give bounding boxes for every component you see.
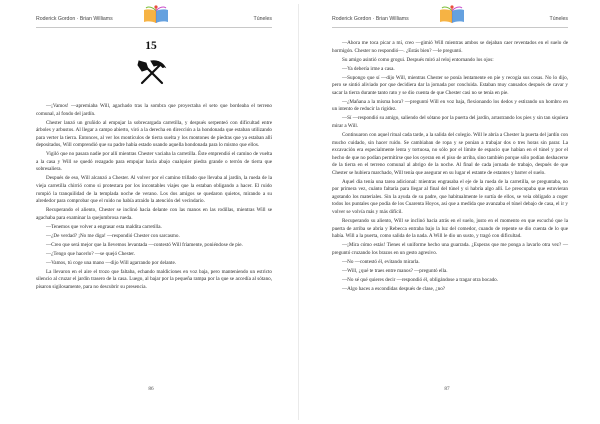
- left-page: [6, 0, 296, 424]
- paragraph: —Supongo que sí —dijo Will, mientras Chester se ponía lentamente en pie y recogía sus cosas. No lo dijo, pero se sintió aliviado por que decidiera dar la jornada por concluida. Estaban muy cansados después de cavar y sacar la tierra durante tanto rato y se dio cuenta de que Chester casi no se tenía en pie.: [332, 74, 568, 96]
- header-title: Túneles: [549, 16, 568, 22]
- book-gutter: [298, 4, 299, 420]
- paragraph: —Tenemos que volver a engrasar esta maldita carretilla.: [46, 223, 162, 230]
- chapter-number: 15: [145, 40, 157, 52]
- paragraph: Continuaron con aquel ritual cada tarde, a la salida del colegio. Will le abría a Chester la puerta del jardín con mucho cuidado, sin hacer ruido. Se cambiaban de ropa y se ponían a trabajar dos o tres horas sin parar. La excavación era especialmente lenta y tortuosa, no sólo por el límite de espacio que habían en el túnel y por el hecho de que no podían permitirse que los oyeran en el piso de arriba, sino también porque sólo podían deshacerse de la tierra en el terreno comunal al abrigo de la noche. Al final de cada jornada de trabajo, después de que Chester se hubiera marchado, Will tenía que asegurar en su lugar el estante de estantes y barrer el suelo.: [332, 132, 568, 176]
- paragraph: —Algo haces a escondidas después de clase, ¿no?: [342, 285, 446, 292]
- paragraph: —¿De verdad? ¡No me diga! —respondió Chester con sarcasmo.: [46, 232, 180, 239]
- paragraph: Chester lanzó un gruñido al empujar la sobrecargada carretilla, y después serpenteó con dificultad entre árboles y arbustos. Al llegar a campo abierto, viró a la derecha en dirección a la hondonada que estaban utilizando para verter la tierra. Entonces, al ver los montículos de tierra suelta y los montones de piedras que ya estaban allí depositados, Will comprendió que su padre había estado usando aquella hondonada para lo mismo que ellos.: [36, 119, 272, 149]
- paragraph: —Ya debería irme a casa.: [342, 65, 395, 72]
- paragraph: —¡Mira cómo estás! Tienes el uniforme hecho una guarrada. ¿Esperas que me ponga a lavarlo otra vez? —preguntó cruzando los brazos en un gesto agresivo.: [332, 242, 568, 256]
- page-number: 86: [148, 386, 154, 392]
- right-page-body: [332, 40, 568, 295]
- header-author: Roderick Gordon · Brian Williams: [36, 16, 113, 22]
- paragraph: Recuperando el aliento, Chester se inclinó hacia delante con las manos en las rodillas, mientras Will se agachaba para examinar la quejumbrosa rueda.: [36, 207, 272, 221]
- header-divider: [36, 27, 272, 28]
- paragraph: Recuperando su aliento, Will se inclinó hacia atrás en el suelo, justo en el momento en que escuchó que la puerta de arriba se abría y Rebecca entraba bajo la luz del comedor, cuando de repente se dio cuenta de lo que había. Will a la puerta, como salida de la nada. A Will le dio un susto, y tragó con dificultad.: [332, 218, 568, 240]
- paragraph: Vigiló que no pasara nadie por allí mientras Chester vaciaba la carretilla. Éste emprendió el camino de vuelta a la casa y Will se quedó rezagado para empujar hacia abajo cualquier piedra grande o terrón de tierra que sobresaliera.: [36, 151, 272, 173]
- paragraph: Su amigo asintió como grogui. Después miró al reloj entornando los ojos:: [342, 56, 494, 63]
- header-title: Túneles: [253, 16, 272, 22]
- paragraph: —¿Tengo que hacerlo? —se quejó Chester.: [46, 250, 135, 257]
- right-page: [302, 0, 592, 424]
- paragraph: —Sí —respondió su amigo, saliendo del sótano por la puerta del jardín, arrastrando los pies y sin tan siquiera mirar a Will.: [332, 115, 568, 129]
- header-author: Roderick Gordon · Brian Williams: [332, 16, 409, 22]
- page-header: [36, 14, 272, 26]
- paragraph: —No sé qué quieres decir —respondió él, obligándose a tragar otra bocado.: [342, 276, 499, 283]
- paragraph: —Creo que será mejor que la llevemos levantada —contestó Will fríamente, poniéndose de pie.: [46, 241, 243, 248]
- paragraph: Después de eso, Will alcanzó a Chester. Al volver por el camino trillado que llevaba al jardín, la rueda de la vieja carretilla chirrió como si protestara por los incontables viajes que la estaban obligando a hacer. El ruido rompió la tranquilidad de la templada noche de verano. Los dos amigos se quedaron quietos, mirando a su alrededor para comprobar que el ruido no había atraído la atención del vecindario.: [36, 175, 272, 205]
- paragraph: Aquel día tenía una tarea adicional: mientras engrasaba el eje de la rueda de la carretilla, se preguntaba, no por primera vez, cuánto faltaría para llegar al final del túnel y si habría algo allí. Le preocupaba que estuvieran agotando los materiales. Sin la ayuda de su padre, que habitualmente le surtía de ellos, se veía obligado a coger todos los puntales que podía de los Cuarenta Hoyos, así que a medida que avanzaba el túnel debajo de casa, el ir y volver se volvía más y más difícil.: [332, 178, 568, 215]
- page-header: [332, 14, 568, 26]
- paragraph: —Ahora me toca picar a mí, creo —gimió Will mientras ambos se dejaban caer reventados en el suelo de hormigón. Chester no respondió—. ¿Estás bien? —le preguntó.: [332, 40, 568, 54]
- page-number: 87: [444, 386, 450, 392]
- open-book-logo-icon: [142, 4, 170, 26]
- open-book-logo-icon: [438, 4, 466, 26]
- header-divider: [332, 27, 568, 28]
- crossed-pickaxe-shovel-icon: [136, 57, 168, 87]
- paragraph: —¡Vamos! —apremiaba Will, agachado tras la sombra que proyectaba el seto que bordeaba el terreno comunal, al fondo del jardín.: [36, 103, 272, 117]
- paragraph: —No —contestó él, evitando mirarla.: [342, 258, 420, 265]
- paragraph: —¿Mañana a la misma hora? —preguntó Will en voz baja, flexionando los dedos y estirando un hombro en un intento de reducir la rigidez.: [332, 98, 568, 113]
- left-page-body: [36, 103, 272, 293]
- paragraph: —Will, ¿qué te traes entre manos? —preguntó ella.: [342, 267, 448, 274]
- paragraph: —Vamos, tú coge una mano —dijo Will agarrando por delante.: [46, 259, 177, 266]
- paragraph: La llevaron en el aire el trozo que faltaba, echando maldiciones en voz baja, pero manteniendo un estricto silencio al cruzar el jardín trasero de la casa. Luego, al bajar por la pequeña rampa por la que se accedía al sótano, pisaron sigilosamente, para no descubrir su presencia.: [36, 268, 272, 291]
